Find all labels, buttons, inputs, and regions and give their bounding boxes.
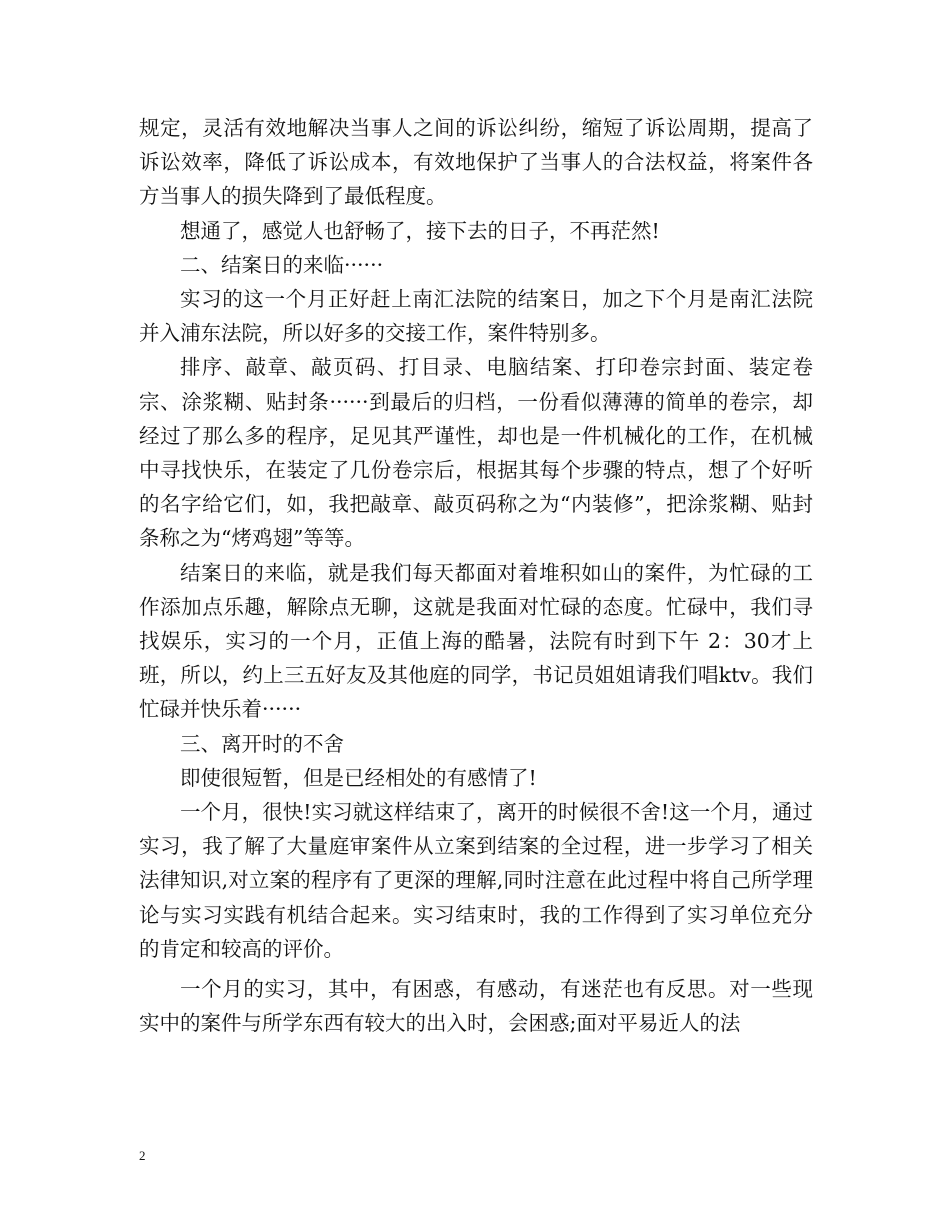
section-heading-closing-day: 二、结案日的来临······ (180, 252, 384, 277)
paragraph-internship-summary: 一个月，很快!实习就这样结束了，离开的时候很不舍!这一个月，通过实习，我了解了大量庭审案件从立案到结案的全过程，进一步学习了相关法律知识,对立案的程序有了更深的理解,同时注意在此过程中将自己所学理论与实习实践有机结合起来。实习结束时，我的工作得到了实习单位充分的肯定和较高的评价。 (139, 800, 813, 961)
paragraph-continuation: 规定，灵活有效地解决当事人之间的诉讼纠纷，缩短了诉讼周期，提高了诉讼效率，降低了诉讼成本，有效地保护了当事人的合法权益，将案件各方当事人的损失降到了最低程度。 (139, 116, 813, 209)
paragraph-feelings: 即使很短暂，但是已经相处的有感情了! (180, 765, 537, 790)
section-heading-leaving: 三、离开时的不舍 (180, 731, 344, 756)
document-body (139, 111, 813, 1040)
paragraph-closing-day-intro: 实习的这一个月正好赶上南汇法院的结案日，加之下个月是南汇法院并入浦东法院，所以好多的交接工作，案件特别多。 (139, 287, 813, 346)
paragraph-busy-and-happy: 结案日的来临，就是我们每天都面对着堆积如山的案件，为忙碌的工作添加点乐趣，解除点无聊，这就是我面对忙碌的态度。忙碌中，我们寻找娱乐，实习的一个月，正值上海的酷暑，法院有时到下午 2：30才上班，所以，约上三五好友及其他庭的同学，书记员姐姐请我们唱ktv。我们忙碌并快乐着······ (139, 560, 813, 722)
paragraph-reflection: 想通了，感觉人也舒畅了，接下去的日子，不再茫然! (180, 218, 660, 243)
paragraph-reflections-start: 一个月的实习，其中，有困惑，有感动，有迷茫也有反思。对一些现实中的案件与所学东西有较大的出入时，会困惑;面对平易近人的法 (139, 977, 813, 1036)
paragraph-filing-process: 排序、敲章、敲页码、打目录、电脑结案、打印卷宗封面、装定卷宗、涂浆糊、贴封条······到最后的归档，一份看似薄薄的简单的卷宗，却经过了那么多的程序，足见其严谨性，却也是一件机械化的工作，在机械中寻找快乐，在装定了几份卷宗后，根据其每个步骤的特点，想了个好听的名字给它们，如，我把敲章、敲页码称之为“内装修”，把涂浆糊、贴封条称之为“烤鸡翅”等等。 (139, 355, 813, 551)
page-number: 2 (139, 1148, 146, 1163)
